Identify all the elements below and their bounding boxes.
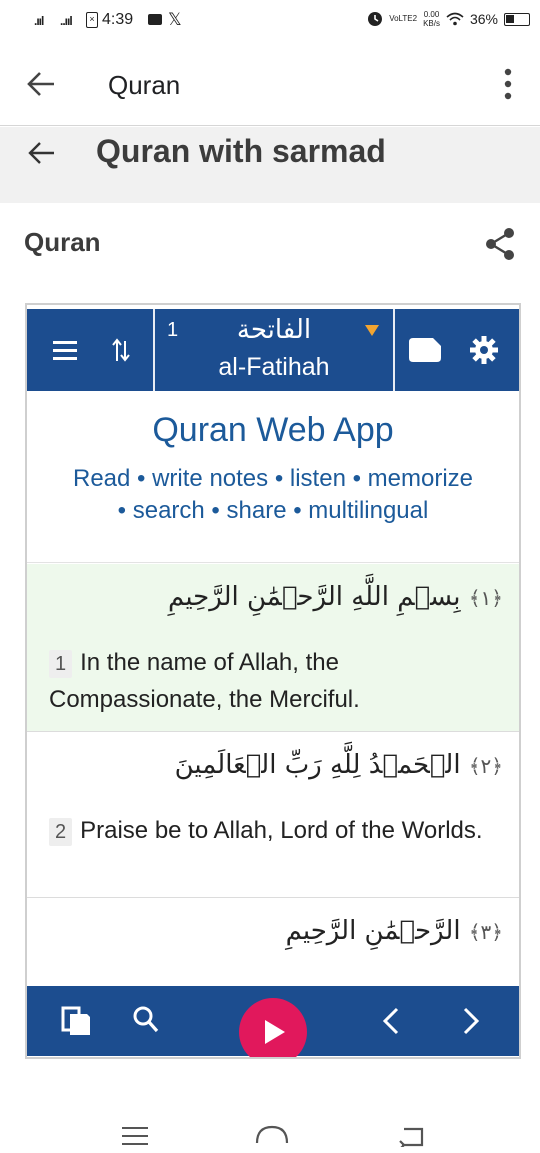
- wifi-icon: [446, 12, 464, 26]
- sub-app-bar: [0, 127, 540, 203]
- verse-arabic: [175, 750, 503, 780]
- player-toolbar: [27, 986, 519, 1056]
- signal-icon: ..ııl: [60, 14, 72, 28]
- share-icon[interactable]: [484, 227, 516, 261]
- dropdown-triangle-icon: [365, 325, 379, 336]
- app-title: Quran: [108, 70, 181, 100]
- copy-icon[interactable]: [61, 1004, 91, 1036]
- verse-translation-text: In the name of Allah, the Compassionate, the Merciful.: [49, 649, 360, 713]
- web-view: [25, 303, 521, 1059]
- subtitle-line: • search • share • multilingual: [117, 497, 429, 524]
- chevron-left-icon[interactable]: [381, 1006, 401, 1036]
- battery-icon: [504, 13, 530, 26]
- section-title: Quran: [24, 227, 101, 257]
- verse-arabic: [286, 916, 503, 946]
- toolbar-divider: [393, 309, 395, 391]
- verse-marker: ﴿١﴾: [468, 586, 503, 610]
- battery-percent: 36%: [469, 11, 498, 27]
- play-button[interactable]: [239, 998, 307, 1059]
- play-icon: [265, 1020, 285, 1044]
- verse-arabic-text: بِسۡمِ اللَّهِ الرَّحۡمَٰنِ الرَّحِيمِ: [168, 582, 461, 612]
- webapp-subtitle: [27, 463, 519, 527]
- search-icon[interactable]: [133, 1006, 159, 1034]
- surah-arabic-name: الفاتحة: [236, 315, 312, 345]
- chevron-right-icon[interactable]: [461, 1006, 481, 1036]
- back-arrow-icon[interactable]: [26, 139, 56, 167]
- network-speed: 0.00 KB/s: [423, 10, 440, 28]
- signal-icon: .ııl: [34, 14, 44, 28]
- status-bar: [0, 0, 540, 42]
- verse-item[interactable]: [27, 564, 519, 732]
- surah-selector[interactable]: [155, 309, 393, 391]
- verse-marker: ﴿٢﴾: [468, 754, 503, 778]
- alarm-icon: [367, 11, 383, 27]
- hamburger-menu-icon[interactable]: [53, 339, 77, 361]
- section-header: [0, 203, 540, 303]
- home-icon[interactable]: [254, 1123, 290, 1147]
- system-nav-bar: [0, 1095, 540, 1153]
- verse-item[interactable]: [27, 732, 519, 898]
- verse-number-badge: 2: [49, 818, 72, 846]
- app-bar: [0, 42, 540, 126]
- verse-number-badge: 1: [49, 650, 72, 678]
- webapp-toolbar: [27, 309, 519, 391]
- recent-apps-icon[interactable]: [122, 1125, 148, 1147]
- verse-translation: [49, 812, 489, 849]
- back-arrow-icon[interactable]: [24, 68, 58, 100]
- sort-arrows-icon[interactable]: [111, 337, 131, 363]
- verse-translation-text: Praise be to Allah, Lord of the Worlds.: [80, 817, 483, 844]
- webapp-heading: Quran Web App: [152, 411, 394, 449]
- verse-arabic: [168, 582, 503, 612]
- verse-translation: [49, 644, 489, 718]
- network-label: VoLTE2: [389, 14, 418, 23]
- verse-arabic-text: الرَّحۡمَٰنِ الرَّحِيمِ: [285, 916, 461, 946]
- notes-icon[interactable]: [409, 338, 441, 362]
- verse-item[interactable]: [27, 898, 519, 988]
- x-icon: 𝕏: [168, 10, 182, 29]
- surah-name: al-Fatihah: [218, 353, 330, 381]
- youtube-icon: [148, 14, 162, 25]
- sim-icon: ×: [86, 12, 98, 28]
- surah-number: 1: [167, 319, 179, 341]
- status-right: [367, 10, 530, 28]
- more-vert-icon[interactable]: [500, 64, 516, 104]
- subtitle-line: Read • write notes • listen • memorize: [72, 465, 474, 492]
- settings-gear-icon[interactable]: [469, 335, 499, 365]
- webapp-intro: [27, 391, 519, 563]
- page-title: Quran with sarmad: [96, 133, 386, 169]
- back-nav-icon[interactable]: [396, 1125, 426, 1147]
- status-time: 4:39: [102, 11, 134, 28]
- verse-marker: ﴿٣﴾: [468, 920, 503, 944]
- verse-arabic-text: الۡحَمۡدُ لِلَّهِ رَبِّ الۡعَالَمِينَ: [174, 750, 461, 780]
